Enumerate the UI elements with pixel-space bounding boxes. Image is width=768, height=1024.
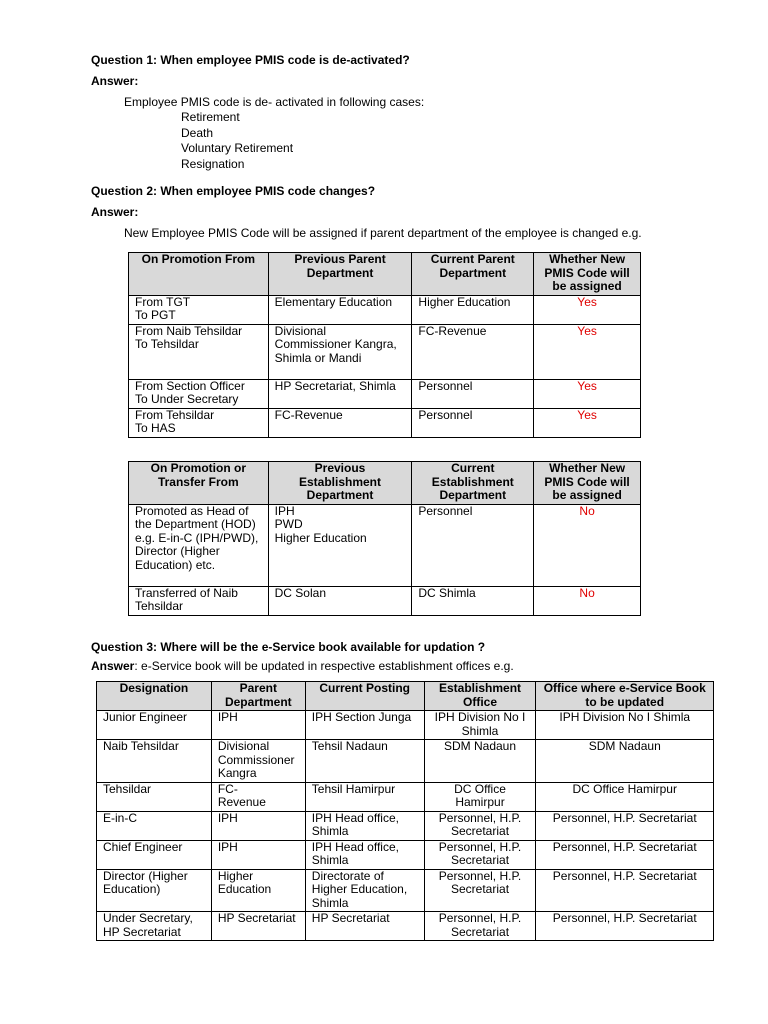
table-header: Office where e-Service Book to be updated: [536, 682, 714, 711]
table-cell: IPH: [211, 840, 305, 869]
answer-3-label: Answer: [91, 659, 135, 673]
table-cell: Directorate of Higher Education, Shimla: [305, 869, 424, 912]
table-cell: IPH PWD Higher Education: [268, 504, 412, 586]
table-cell: Divisional Commissioner Kangra: [211, 740, 305, 783]
table-header: Whether New PMIS Code will be assigned: [534, 253, 641, 296]
table-cell: Personnel, H.P. Secretariat: [536, 840, 714, 869]
question-2: Question 2: When employee PMIS code changes?: [91, 184, 376, 198]
table-cell: IPH: [211, 811, 305, 840]
table-cell: Personnel: [412, 408, 534, 437]
table-cell: IPH Division No I Shimla: [424, 711, 536, 740]
table-cell: Personnel: [412, 379, 534, 408]
table-cell: Higher Education: [211, 869, 305, 912]
table-cell: FC- Revenue: [211, 782, 305, 811]
table-row: [129, 324, 641, 379]
table-cell: Chief Engineer: [97, 840, 212, 869]
table-header: Whether New PMIS Code will be assigned: [534, 462, 641, 505]
table-header: Current Posting: [305, 682, 424, 711]
table-header: On Promotion From: [129, 253, 269, 296]
table-cell: IPH Head office, Shimla: [305, 840, 424, 869]
case-item: Resignation: [181, 157, 245, 171]
table-cell: DC Solan: [268, 586, 412, 615]
table-cell: DC Office Hamirpur: [536, 782, 714, 811]
eservice-table: [96, 681, 714, 941]
table-cell: Under Secretary, HP Secretariat: [97, 912, 212, 941]
table-cell: Yes: [534, 295, 641, 324]
table-cell: DC Shimla: [412, 586, 534, 615]
table-header: On Promotion or Transfer From: [129, 462, 269, 505]
table-cell: No: [534, 504, 641, 586]
promotion-table: [128, 252, 641, 438]
table-cell: Naib Tehsildar: [97, 740, 212, 783]
table-cell: Yes: [534, 408, 641, 437]
table-cell: Personnel, H.P. Secretariat: [424, 840, 536, 869]
case-item: Voluntary Retirement: [181, 141, 294, 155]
table-cell: Yes: [534, 379, 641, 408]
table-cell: Personnel, H.P. Secretariat: [536, 912, 714, 941]
table-header: Previous Parent Department: [268, 253, 412, 296]
table-cell: HP Secretariat: [211, 912, 305, 941]
table-cell: Divisional Commissioner Kangra, Shimla or Mandi: [268, 324, 412, 379]
table-cell: Director (Higher Education): [97, 869, 212, 912]
table-cell: No: [534, 586, 641, 615]
table-header: Parent Department: [211, 682, 305, 711]
table-cell: Personnel: [412, 504, 534, 586]
table-cell: HP Secretariat: [305, 912, 424, 941]
table-cell: IPH Head office, Shimla: [305, 811, 424, 840]
case-item: Death: [181, 126, 214, 140]
case-item: Retirement: [181, 110, 240, 124]
table-row: [129, 586, 641, 615]
table-cell: Yes: [534, 324, 641, 379]
table-cell: Higher Education: [412, 295, 534, 324]
table-header: Current Establishment Department: [412, 462, 534, 505]
table-row: [129, 379, 641, 408]
table-cell: IPH Section Junga: [305, 711, 424, 740]
table-row: [97, 869, 714, 912]
table-cell: From Naib Tehsildar To Tehsildar: [129, 324, 269, 379]
table-cell: Elementary Education: [268, 295, 412, 324]
table-header: Establishment Office: [424, 682, 536, 711]
table-row: [97, 811, 714, 840]
table-cell: From Tehsildar To HAS: [129, 408, 269, 437]
table-row: [129, 295, 641, 324]
table-cell: Tehsil Hamirpur: [305, 782, 424, 811]
table-cell: SDM Nadaun: [424, 740, 536, 783]
table-cell: Tehsil Nadaun: [305, 740, 424, 783]
table-cell: FC-Revenue: [412, 324, 534, 379]
table-row: [97, 740, 714, 783]
table-cell: IPH: [211, 711, 305, 740]
question-3: Question 3: Where will be the e-Service book available for updation ?: [91, 640, 486, 654]
table-cell: Personnel, H.P. Secretariat: [424, 869, 536, 912]
table-cell: IPH Division No I Shimla: [536, 711, 714, 740]
table-cell: FC-Revenue: [268, 408, 412, 437]
table-cell: Personnel, H.P. Secretariat: [424, 811, 536, 840]
table-row: [97, 912, 714, 941]
answer-1-label: Answer:: [91, 74, 139, 88]
table-header: Previous Establishment Department: [268, 462, 412, 505]
table-cell: Promoted as Head of the Department (HOD) e.g. E-in-C (IPH/PWD), Director (Higher Education) etc.: [129, 504, 269, 586]
table-cell: From Section Officer To Under Secretary: [129, 379, 269, 408]
table-cell: SDM Nadaun: [536, 740, 714, 783]
table-cell: DC Office Hamirpur: [424, 782, 536, 811]
answer-2-intro: New Employee PMIS Code will be assigned if parent department of the employee is changed e.g.: [124, 226, 642, 240]
table-cell: Junior Engineer: [97, 711, 212, 740]
table-cell: From TGT To PGT: [129, 295, 269, 324]
table-cell: Personnel, H.P. Secretariat: [536, 811, 714, 840]
table-row: [129, 408, 641, 437]
transfer-table: [128, 461, 641, 616]
table-cell: Tehsildar: [97, 782, 212, 811]
question-1: Question 1: When employee PMIS code is de-activated?: [91, 53, 410, 67]
table-cell: HP Secretariat, Shimla: [268, 379, 412, 408]
answer-3: [91, 659, 514, 675]
table-row: [97, 711, 714, 740]
table-row: [97, 840, 714, 869]
answer-1-intro: Employee PMIS code is de- activated in following cases:: [124, 95, 425, 109]
table-cell: Personnel, H.P. Secretariat: [424, 912, 536, 941]
table-cell: E-in-C: [97, 811, 212, 840]
table-row: [97, 782, 714, 811]
answer-2-label: Answer:: [91, 205, 139, 219]
table-cell: Transferred of Naib Tehsildar: [129, 586, 269, 615]
answer-3-text: : e-Service book will be updated in respective establishment offices e.g.: [134, 659, 514, 673]
table-cell: Personnel, H.P. Secretariat: [536, 869, 714, 912]
table-header: Current Parent Department: [412, 253, 534, 296]
table-row: [129, 504, 641, 586]
table-header: Designation: [97, 682, 212, 711]
